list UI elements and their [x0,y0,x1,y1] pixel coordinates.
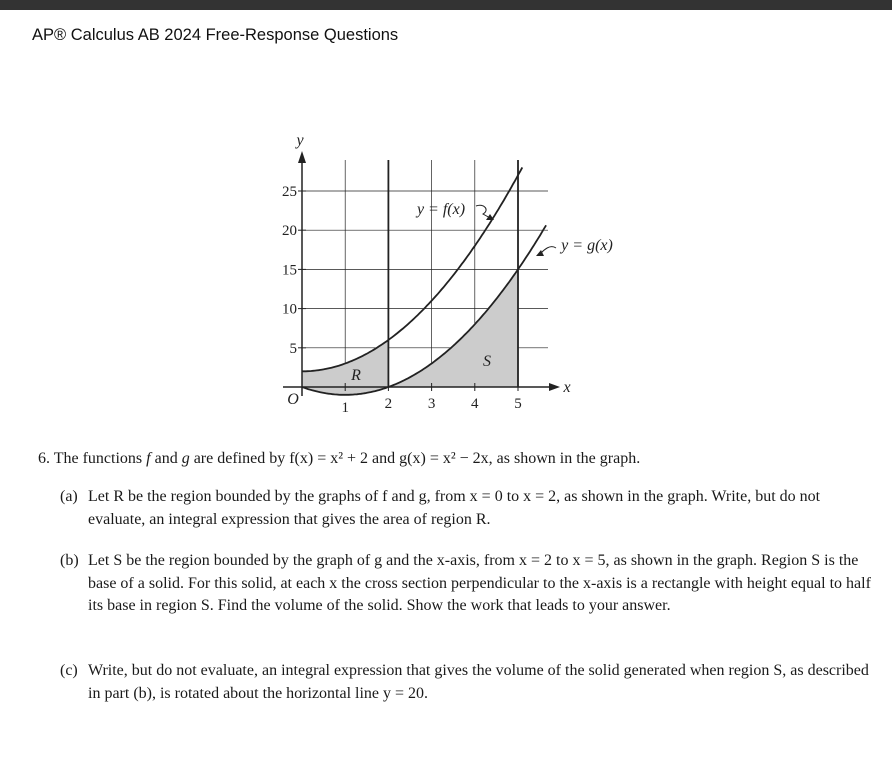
part-c-text: Write, but do not evaluate, an integral expression that gives the volume of the solid generated when region S, as described in part (b), is rotated about the horizontal line y = 20. [88,662,869,702]
x-tick-label: 2 [384,396,393,412]
intro-text-1: The functions [53,450,147,467]
page-header: AP® Calculus AB 2024 Free-Response Questions [32,26,399,44]
y-tick-label: 20 [282,223,297,240]
intro-text-3: are defined by [189,450,290,467]
intro-text-5: , as shown in the graph. [488,450,641,467]
part-b [60,550,872,618]
y-tick-label: 25 [282,184,297,200]
region-s-label: S [483,353,491,370]
y-tick-label: 15 [282,262,297,279]
origin-label: O [287,391,299,408]
x-tick-label: 5 [514,396,522,412]
g-curve-label: y = g(x) [561,237,613,254]
x-axis-arrow [549,383,560,391]
part-a [60,486,872,531]
intro-f-definition: f(x) = x² + 2 [289,450,369,467]
intro-g: g [181,450,190,467]
f-curve-label: y = f(x) [416,201,466,218]
y-tick-label: 5 [289,340,297,357]
intro-g-definition: g(x) = x² − 2x [399,450,489,467]
region-s-shading [388,269,518,387]
part-b-label: (b) [60,552,79,569]
part-a-text: Let R be the region bounded by the graphs of f and g, from x = 0 to x = 2, as shown in the graph. Write, but do not evaluate, an integral expression that gives the area of region R. [88,488,821,528]
intro-f: f [146,450,151,467]
region-r-label: R [351,367,361,384]
y-axis-arrow [298,151,306,163]
x-tick-label: 1 [341,400,349,416]
part-a-label: (a) [60,488,78,505]
intro-text-2: and [150,450,182,467]
question-number: 6. [38,450,50,467]
g-label-pointer-icon [541,247,556,253]
x-axis-label: x [563,379,571,396]
x-tick-label: 3 [427,396,436,412]
x-tick-label: 4 [471,396,479,412]
intro-text-4: and [368,450,400,467]
part-b-text: Let S be the region bounded by the graph of g and the x-axis, from x = 2 to x = 5, as shown in the graph. Region S is the base of a solid. For this solid, at each x the cross section perpendicular to the x-axis is a rectangle with height equal to half its base in region S. Find the volume of the solid. Show the work that leads to your answer. [88,552,871,614]
y-tick-label: 10 [282,301,297,318]
question-intro [38,448,878,471]
part-c [60,660,872,705]
part-c-label: (c) [60,662,78,679]
y-axis-label: y [296,132,304,149]
